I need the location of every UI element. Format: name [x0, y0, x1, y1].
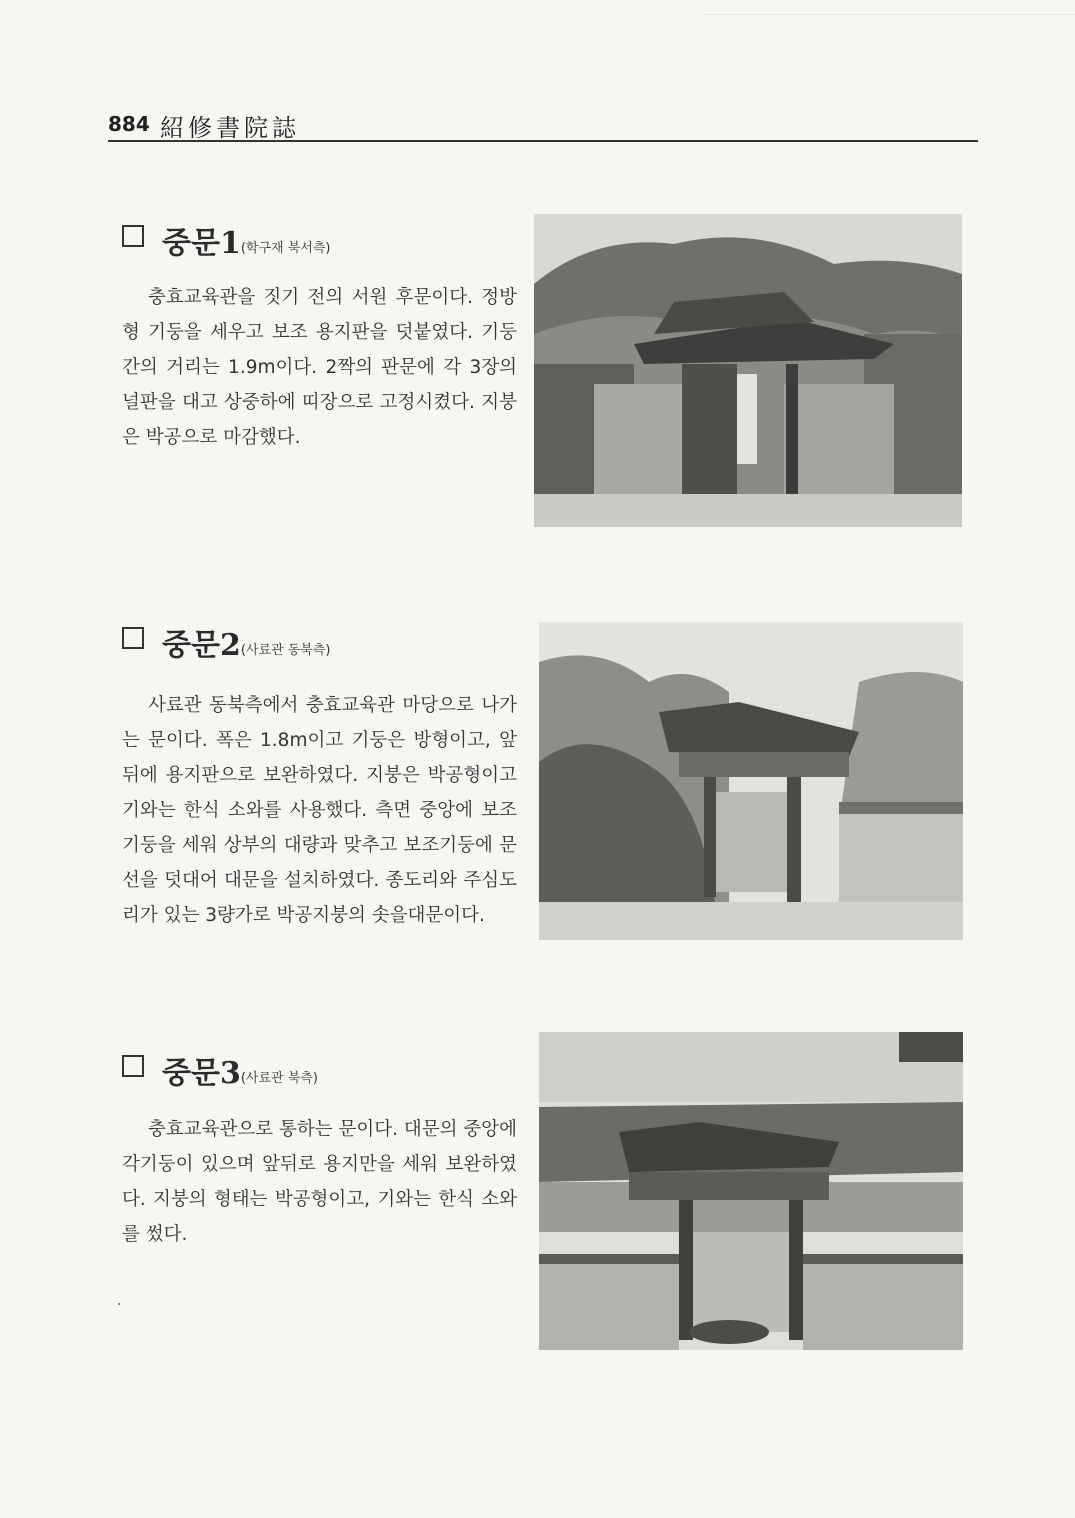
photo-gate-2 — [539, 622, 963, 940]
section-subtitle: (사료관 북측) — [240, 1070, 318, 1086]
checkbox-icon — [122, 627, 144, 649]
checkbox-icon — [122, 225, 144, 247]
section-heading — [122, 1048, 318, 1091]
section-heading — [122, 218, 331, 261]
gate-1-illustration — [534, 214, 962, 527]
marginal-mark — [118, 1303, 120, 1305]
section-title: 중문3 — [162, 1056, 241, 1091]
section-title: 중문2 — [162, 628, 241, 663]
photo-gate-1 — [534, 214, 962, 527]
checkbox-icon — [122, 1055, 144, 1077]
gate-2-illustration — [539, 622, 963, 940]
section-title: 중문1 — [162, 226, 241, 261]
page-number: 884 — [108, 112, 150, 136]
photo-gate-3 — [539, 1032, 963, 1350]
section-subtitle: (사료관 동북측) — [240, 642, 331, 658]
gate-3-illustration — [539, 1032, 963, 1350]
section-body: 충효교육관을 짓기 전의 서원 후문이다. 정방형 기둥을 세우고 보조 용지판을 덧붙였다. 기둥간의 거리는 1.9m이다. 2짝의 판문에 각 3장의 널판을 대고 상중하에 띠장으로 고정시켰다. 지붕은 박공으로 마감했다. — [122, 287, 517, 448]
book-title: 紹修書院誌 — [160, 114, 300, 142]
section-body: 충효교육관으로 통하는 문이다. 대문의 중앙에 각기둥이 있으며 앞뒤로 용지만을 세워 보완하였다. 지붕의 형태는 박공형이고, 기와는 한식 소와를 썼다. — [122, 1119, 517, 1245]
section-body: 사료관 동북측에서 충효교육관 마당으로 나가는 문이다. 폭은 1.8m이고 기둥은 방형이고, 앞뒤에 용지판으로 보완하였다. 지붕은 박공형이고 기와는 한식 소와를 사용했다. 측면 중앙에 보조기둥을 세워 상부의 대량과 맞추고 보조기둥에 문선을 덧대어 대문을 설치하였다. 종도리와 주심도리가 있는 3량가로 박공지붕의 솟을대문이다. — [122, 695, 517, 926]
section-heading — [122, 620, 331, 663]
page-header — [108, 112, 978, 142]
section-subtitle: (학구재 북서측) — [240, 240, 331, 256]
page-edge-line — [705, 0, 1075, 15]
